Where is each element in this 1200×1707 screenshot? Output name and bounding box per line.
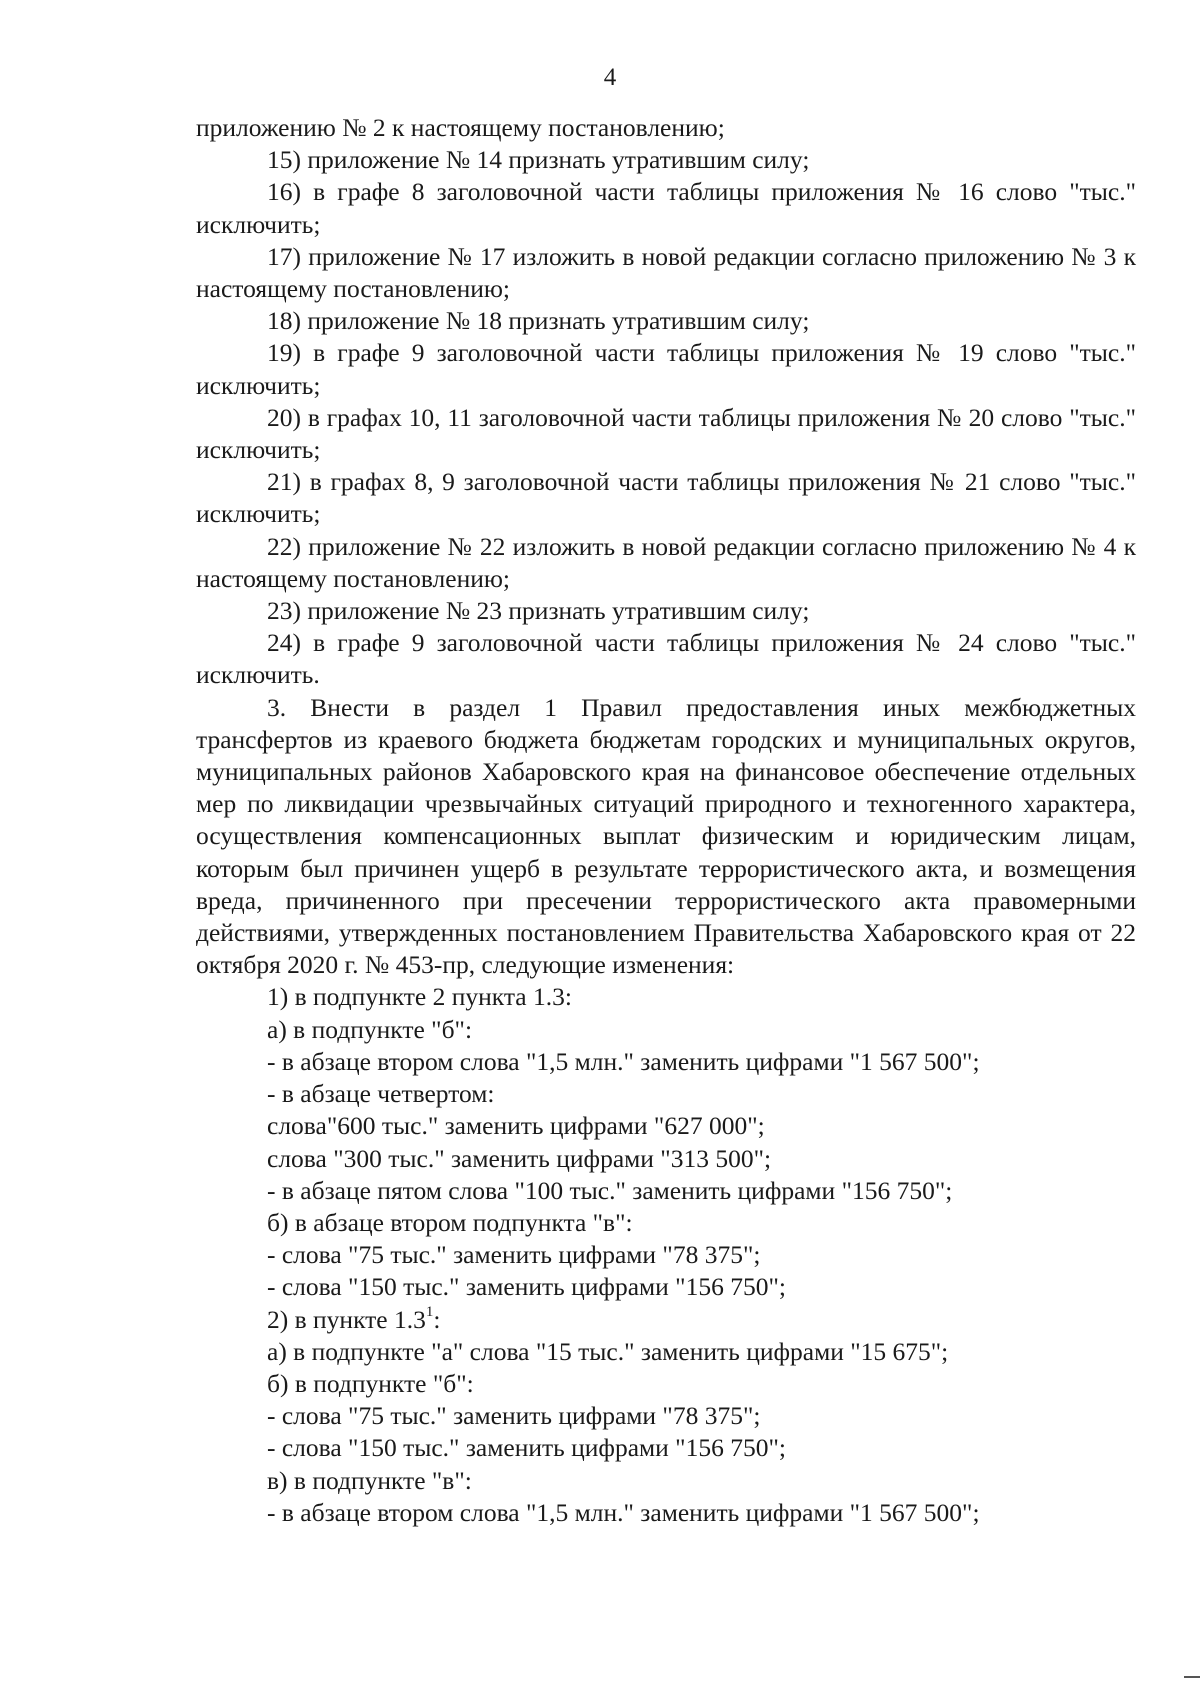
change-line: слова"600 тыс." заменить цифрами "627 000";: [267, 1111, 765, 1141]
change-line: - в абзаце втором слова "1,5 млн." заменить цифрами "1 567 500";: [267, 1046, 980, 1076]
list-item-23: 23) приложение № 23 признать утратившим силу;: [267, 596, 810, 626]
list-item-22: 22) приложение № 22 изложить в новой редакции согласно приложению № 4 к настоящему постановлению;: [196, 531, 1136, 593]
subitem-2-text: 2) в пункте 1.3: [267, 1304, 426, 1334]
change-line: - в абзаце четвертом:: [267, 1079, 495, 1109]
section-3-paragraph: 3. Внести в раздел 1 Правил предоставления иных межбюджетных трансфертов из краевого бюджета бюджетам городских и муниципальных округов, муниципальных районов Хабаровского края на финансовое обеспечение отдельных мер по ликвидации чрезвычайных ситуаций природного и техногенного характера, осуществления компенсационных выплат физическим и юридическим лицам, которым был причинен ущерб в результате террористического акта, и возмещения вреда, причиненного при пресечении террористического акта правомерными действиями, утвержденных постановлением Правительства Хабаровского края от 22 октября 2020 г. № 453-пр, следующие изменения:: [196, 692, 1136, 980]
change-line: - в абзаце пятом слова "100 тыс." заменить цифрами "156 750";: [267, 1175, 953, 1205]
list-item-20: 20) в графах 10, 11 заголовочной части таблицы приложения № 20 слово "тыс." исключить;: [196, 402, 1136, 465]
list-item-18: 18) приложение № 18 признать утратившим силу;: [267, 306, 810, 336]
subitem-1a: а) в подпункте "б":: [267, 1014, 473, 1044]
change-line: - слова "75 тыс." заменить цифрами "78 375";: [267, 1240, 761, 1270]
document-body: [196, 112, 1136, 1529]
change-line: - слова "75 тыс." заменить цифрами "78 375";: [267, 1401, 761, 1431]
subitem-2-colon: :: [433, 1304, 441, 1334]
superscript: 1: [425, 1304, 434, 1321]
list-item-15: 15) приложение № 14 признать утратившим силу;: [267, 145, 810, 175]
subitem-1: 1) в подпункте 2 пункта 1.3:: [267, 982, 572, 1012]
subitem-2: [196, 1304, 1136, 1336]
list-item-19: 19) в графе 9 заголовочной части таблицы приложения № 19 слово "тыс." исключить;: [196, 338, 1136, 400]
change-line: - слова "150 тыс." заменить цифрами "156 750";: [267, 1433, 786, 1463]
change-line: - слова "150 тыс." заменить цифрами "156 750";: [267, 1272, 786, 1302]
change-line: слова "300 тыс." заменить цифрами "313 500";: [267, 1143, 772, 1173]
subitem-2a: а) в подпункте "а" слова "15 тыс." заменить цифрами "15 675";: [267, 1336, 949, 1366]
page-number: 4: [603, 64, 617, 91]
list-item-21: 21) в графах 8, 9 заголовочной части таблицы приложения № 21 слово "тыс." исключить;: [196, 467, 1136, 529]
scan-edge-mark: [1184, 1676, 1200, 1678]
list-item-16: 16) в графе 8 заголовочной части таблицы приложения № 16 слово "тыс." исключить;: [196, 177, 1136, 239]
subitem-1b: б) в абзаце втором подпункта "в":: [267, 1207, 633, 1237]
list-item-24: 24) в графе 9 заголовочной части таблицы приложения № 24 слово "тыс." исключить.: [196, 628, 1136, 690]
paragraph-continuation: приложению № 2 к настоящему постановлению;: [196, 113, 725, 142]
subitem-2v: в) в подпункте "в":: [267, 1465, 472, 1495]
subitem-2b: б) в подпункте "б":: [267, 1368, 474, 1398]
list-item-17: 17) приложение № 17 изложить в новой редакции согласно приложению № 3 к настоящему постановлению;: [196, 241, 1136, 304]
change-line: - в абзаце втором слова "1,5 млн." заменить цифрами "1 567 500";: [267, 1497, 980, 1527]
